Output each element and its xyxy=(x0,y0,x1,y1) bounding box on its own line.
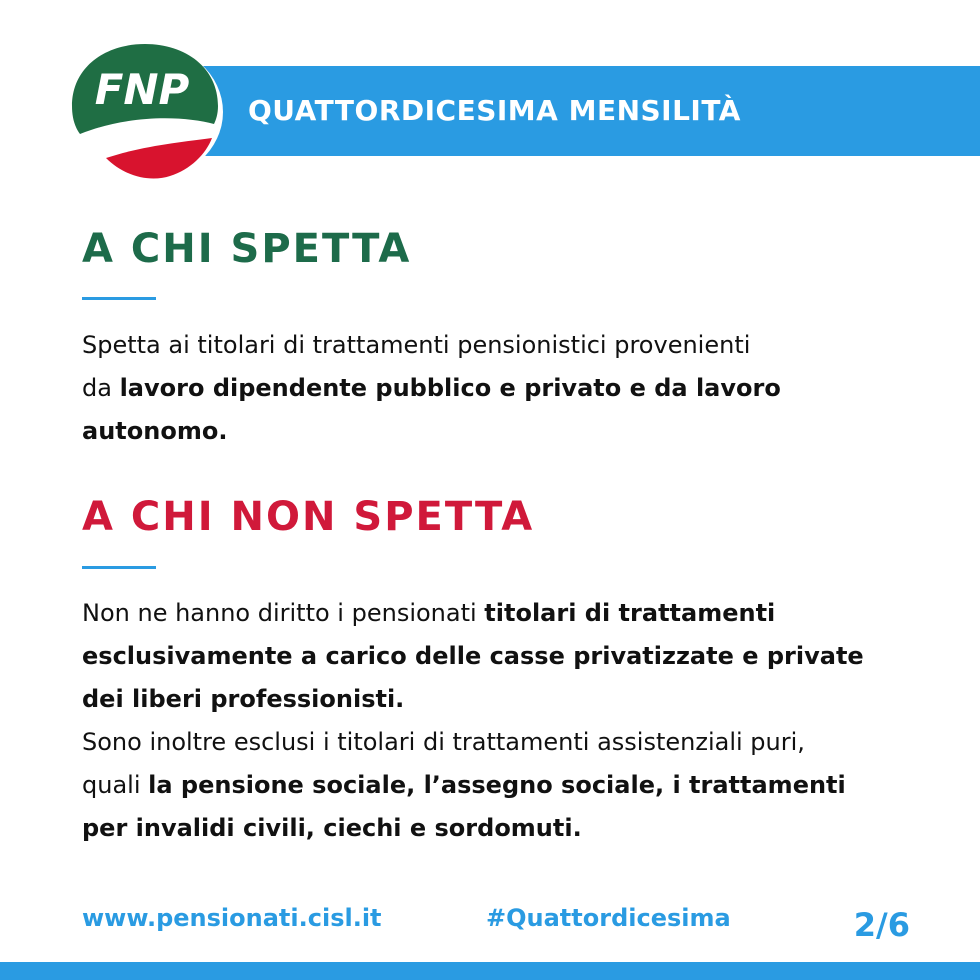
text-bold: per invalidi civili, ciechi e sordomuti. xyxy=(82,814,582,842)
divider-1 xyxy=(82,297,156,300)
text-bold: esclusivamente a carico delle casse privatizzate e private xyxy=(82,642,864,670)
text-line: Sono inoltre esclusi i titolari di trattamenti assistenziali puri, xyxy=(82,728,805,756)
website-link[interactable]: www.pensionati.cisl.it xyxy=(82,904,382,932)
text-bold: titolari di trattamenti xyxy=(484,599,776,627)
text-normal: da xyxy=(82,374,120,402)
text-line xyxy=(82,678,942,721)
text-line xyxy=(82,764,942,807)
text-line xyxy=(82,410,942,453)
header-title: QUATTORDICESIMA MENSILITÀ xyxy=(248,94,741,127)
divider-2 xyxy=(82,566,156,569)
text-bold: lavoro dipendente pubblico e privato e da lavoro xyxy=(119,374,781,402)
section-title-a-chi-spetta: A CHI SPETTA xyxy=(82,226,412,272)
section-title-a-chi-non-spetta: A CHI NON SPETTA xyxy=(82,494,535,540)
text-line xyxy=(82,367,942,410)
text-bold: dei liberi professionisti. xyxy=(82,685,405,713)
bottom-bar xyxy=(0,962,980,980)
text-bold: autonomo. xyxy=(82,417,228,445)
text-line: Spetta ai titolari di trattamenti pensionistici provenienti xyxy=(82,331,751,359)
text-line xyxy=(82,807,942,850)
text-bold: la pensione sociale, l’assegno sociale, i trattamenti xyxy=(148,771,846,799)
text-normal: quali xyxy=(82,771,149,799)
page-indicator: 2/6 xyxy=(853,906,910,944)
hashtag-link[interactable]: #Quattordicesima xyxy=(486,904,731,932)
fnp-logo xyxy=(66,42,224,182)
text-normal: Non ne hanno diritto i pensionati xyxy=(82,599,485,627)
logo-text: FNP xyxy=(94,65,190,114)
header-banner xyxy=(166,66,980,156)
text-line xyxy=(82,592,942,635)
paragraph-spetta xyxy=(82,324,942,453)
paragraph-non-spetta xyxy=(82,592,942,850)
text-line xyxy=(82,635,942,678)
